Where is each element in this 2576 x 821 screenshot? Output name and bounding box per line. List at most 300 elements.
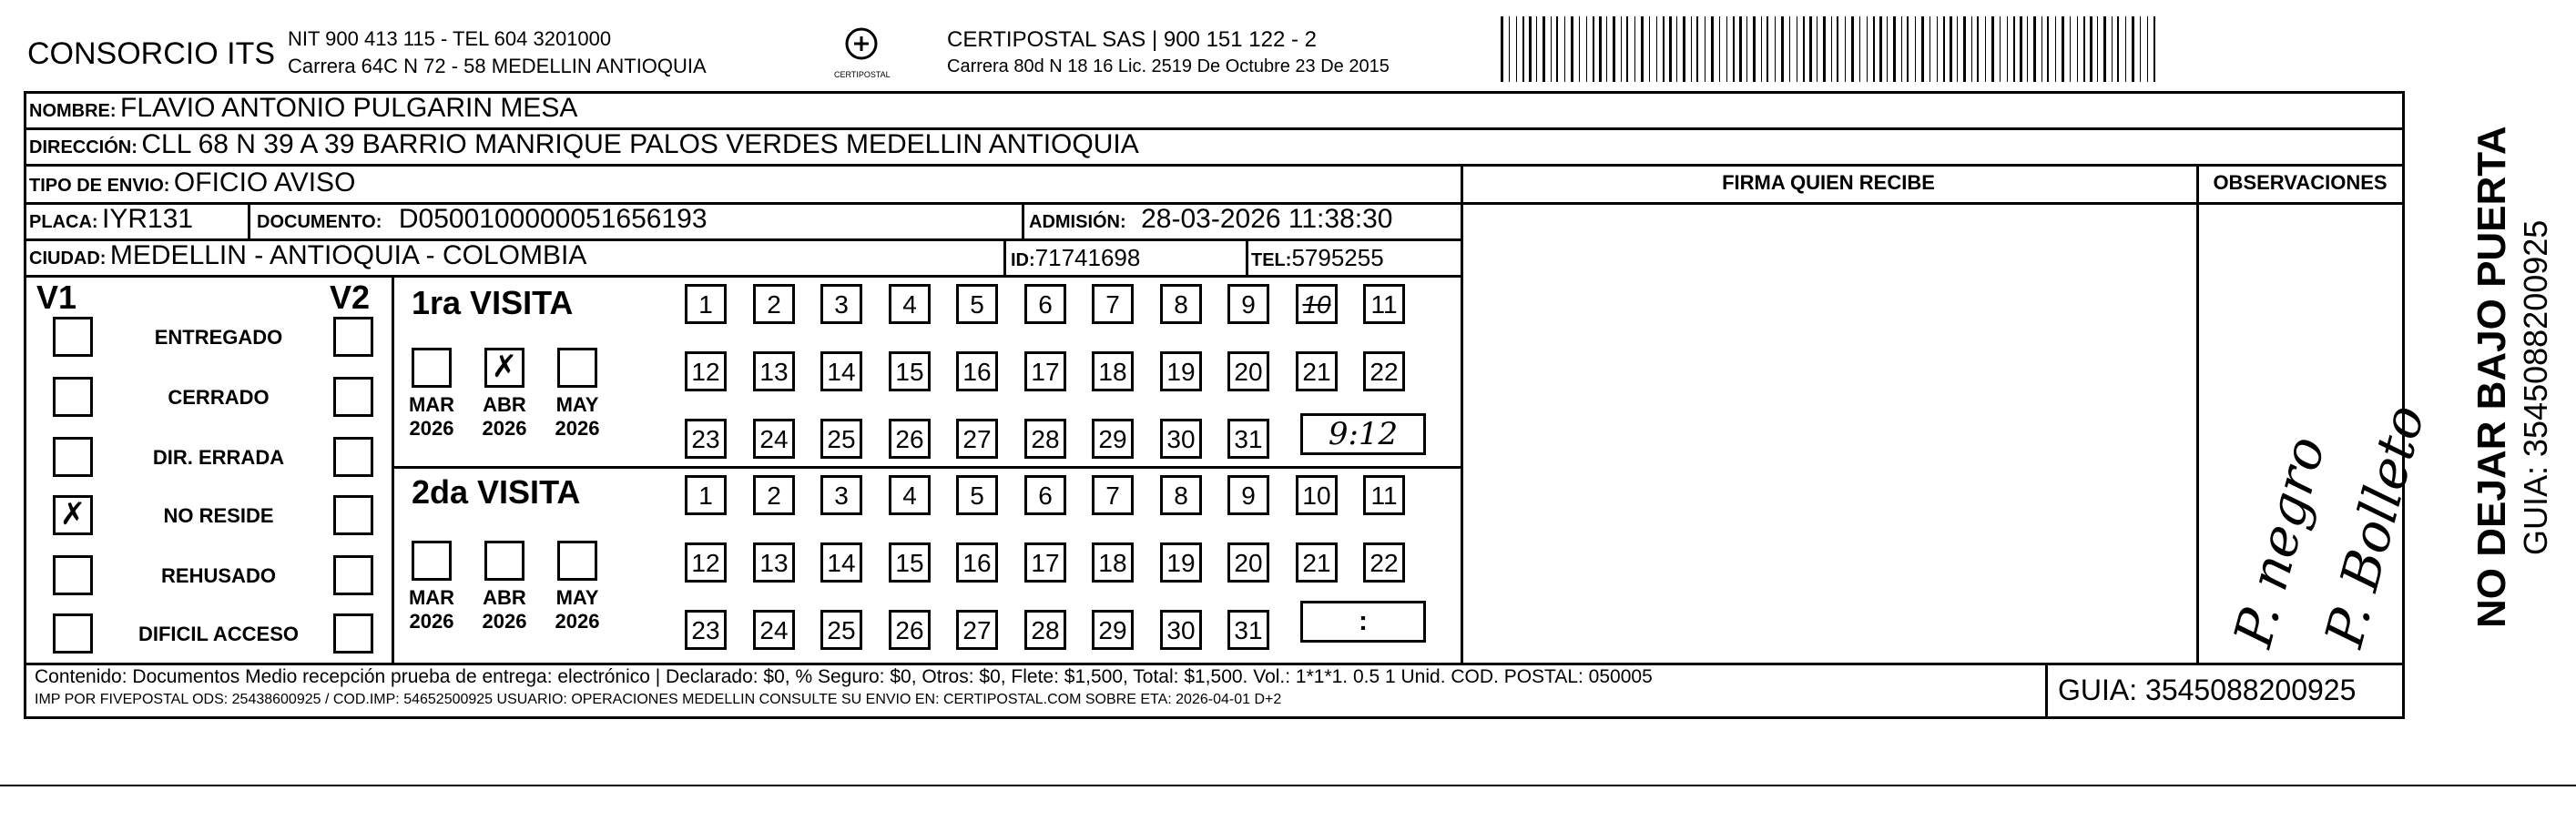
second-visit-day-number: 18 (1098, 549, 1127, 577)
v2-checkbox-cerrado[interactable] (333, 377, 373, 417)
barcode-bar (1656, 16, 1657, 82)
footer-guia: GUIA: 3545088200925 (2058, 674, 2357, 706)
status-label-rehusado: REHUSADO (161, 564, 276, 587)
v2-label: V2 (330, 279, 371, 316)
barcode-bar (1831, 16, 1832, 82)
barcode-bar (1921, 16, 1924, 82)
barcode-bar (1845, 16, 1846, 82)
tipo-envio-row (29, 167, 355, 198)
first-visit-month-checkbox-mar[interactable] (412, 348, 452, 388)
second-visit-day-24[interactable] (753, 610, 795, 650)
nombre-label: NOMBRE: (29, 101, 117, 121)
second-visit-day-number: 13 (759, 549, 789, 577)
second-visit-day-number: 31 (1234, 616, 1263, 644)
second-visit-day-18[interactable] (1092, 542, 1134, 583)
barcode-bar (2007, 16, 2008, 82)
second-visit-month-year: 2026 (409, 610, 454, 633)
first-visit-month-checkbox-may[interactable] (557, 348, 597, 388)
first-visit-month-year: 2026 (555, 417, 600, 440)
first-visit-time: 9:12 (1328, 416, 1399, 452)
second-visit-day-14[interactable] (820, 542, 862, 583)
barcode-bar (1985, 16, 1986, 82)
first-visit-day-15[interactable] (889, 351, 931, 391)
barcode-bar (1957, 16, 1958, 82)
first-visit-day-1[interactable] (685, 284, 727, 324)
first-visit-day-5[interactable] (956, 284, 998, 324)
second-visit-day-number: 10 (1302, 481, 1331, 510)
barcode-bar (1711, 16, 1714, 82)
barcode-bar (1915, 16, 1916, 82)
second-visit-day-number: 9 (1241, 481, 1256, 510)
direccion-label: DIRECCIÓN: (29, 137, 137, 157)
v2-checkbox-dificil-acceso[interactable] (333, 613, 373, 654)
second-visit-month-caption (404, 586, 459, 633)
first-visit-day-number: 12 (691, 358, 720, 386)
barcode-bar (1963, 16, 1966, 82)
second-visit-day-number: 6 (1038, 481, 1053, 510)
id-label: ID: (1011, 250, 1035, 270)
documento-label: DOCUMENTO: (257, 212, 382, 232)
barcode-bar (1649, 16, 1650, 82)
barcode-bar (1586, 16, 1587, 82)
first-visit-day-4[interactable] (889, 284, 931, 324)
first-visit-month-year: 2026 (482, 417, 527, 440)
barcode-bar (1669, 16, 1672, 82)
second-visit-day-number: 22 (1369, 549, 1399, 577)
second-visit-day-6[interactable] (1024, 475, 1066, 515)
v1-label: V1 (36, 279, 77, 316)
first-visit-day-number: 26 (895, 425, 924, 453)
barcode-bar (1516, 16, 1517, 82)
second-visit-day-number: 1 (698, 481, 713, 510)
ciudad-label: CIUDAD: (29, 248, 107, 269)
first-visit-day-17[interactable] (1024, 351, 1066, 391)
barcode-bar (2097, 16, 2098, 82)
direccion-value: CLL 68 N 39 A 39 BARRIO MANRIQUE PALOS VERDES MEDELLIN ANTIOQUIA (141, 129, 1139, 159)
status-label-no-reside: NO RESIDE (163, 504, 274, 527)
second-visit-day-number: 5 (970, 481, 984, 510)
check-mark-icon: ✗ (491, 350, 518, 384)
admision-row (1029, 204, 1392, 235)
barcode-bar (2112, 16, 2113, 82)
second-visit-day-22[interactable] (1363, 542, 1405, 583)
first-visit-day-number: 14 (827, 358, 856, 386)
second-visit-day-29[interactable] (1092, 610, 1134, 650)
v1-checkbox-cerrado[interactable] (53, 377, 93, 417)
firma-header: FIRMA QUIEN RECIBE (1722, 171, 1935, 194)
second-visit-day-number: 11 (1370, 481, 1398, 510)
first-visit-day-9[interactable] (1227, 284, 1269, 324)
barcode-bar (1621, 16, 1622, 82)
first-visit-day-22[interactable] (1363, 351, 1405, 391)
first-visit-day-number: 31 (1234, 425, 1263, 453)
barcode-bar (1606, 16, 1607, 82)
first-visit-day-21[interactable] (1296, 351, 1338, 391)
second-visit-day-number: 28 (1031, 616, 1060, 644)
second-visit-month-label: MAR (408, 586, 455, 609)
certipostal-logo (834, 24, 889, 78)
first-visit-day-10[interactable] (1296, 284, 1338, 324)
second-visit-day-10[interactable] (1296, 475, 1338, 515)
barcode-bar (1522, 16, 1524, 82)
first-visit-day-number: 27 (962, 425, 992, 453)
tipo-label: TIPO DE ENVIO: (29, 176, 170, 196)
second-visit-day-number: 12 (691, 549, 720, 577)
first-visit-day-2[interactable] (753, 284, 795, 324)
v2-checkbox-dir-errada[interactable] (333, 437, 373, 477)
barcode-bar (1543, 16, 1545, 82)
barcode-bar (1867, 16, 1868, 82)
tel-label: TEL: (1251, 250, 1292, 270)
v1-checkbox-dificil-acceso[interactable] (53, 613, 93, 654)
second-visit-day-number: 21 (1302, 549, 1331, 577)
barcode-bar (1753, 16, 1756, 82)
barcode-bar (2147, 16, 2148, 82)
second-visit-month-year: 2026 (482, 610, 527, 633)
first-visit-day-number: 1 (698, 290, 713, 319)
first-visit-day-number: 19 (1166, 358, 1196, 386)
barcode-bar (1991, 16, 1994, 82)
second-visit-month-checkbox-mar[interactable] (412, 541, 452, 581)
second-visit-day-number: 8 (1174, 481, 1188, 510)
second-visit-day-number: 20 (1234, 549, 1263, 577)
first-visit-day-number: 25 (827, 425, 856, 453)
barcode-bar (2000, 16, 2001, 82)
second-visit-month-caption (550, 586, 605, 633)
barcode-bar (2070, 16, 2071, 82)
company-address-line: Carrera 64C N 72 - 58 MEDELLIN ANTIOQUIA (288, 55, 707, 77)
barcode-bar (1663, 16, 1665, 82)
second-visit-day-number: 4 (902, 481, 917, 510)
barcode-bar (1579, 16, 1580, 82)
second-visit-day-25[interactable] (820, 610, 862, 650)
second-visit-time: : (1359, 606, 1368, 636)
barcode-bar (1571, 16, 1573, 82)
barcode-bar (1901, 16, 1902, 82)
barcode-bar (1971, 16, 1972, 82)
barcode-bar (1556, 16, 1558, 82)
v1-checkbox-entregado[interactable] (53, 317, 93, 357)
status-label-dificil-acceso: DIFICIL ACCESO (137, 623, 299, 645)
first-visit-day-number: 21 (1302, 358, 1331, 386)
first-visit-day-number: 24 (759, 425, 789, 453)
second-visit-day-31[interactable] (1227, 610, 1269, 650)
second-visit-day-4[interactable] (889, 475, 931, 515)
barcode-bar (1803, 16, 1805, 82)
first-visit-day-28[interactable] (1024, 419, 1066, 459)
barcode-bar (1977, 16, 1979, 82)
first-visit-day-number: 5 (970, 290, 984, 319)
first-visit-day-number: 7 (1105, 290, 1120, 319)
barcode-bar (2047, 16, 2049, 82)
first-visit-day-3[interactable] (820, 284, 862, 324)
second-visit-month-caption (477, 586, 532, 633)
barcode-bar (2132, 16, 2134, 82)
v2-checkbox-entregado[interactable] (333, 317, 373, 357)
documento-row (257, 204, 708, 235)
barcode-bar (1613, 16, 1615, 82)
tel-row (1251, 244, 1384, 272)
second-visit-month-checkbox-abr[interactable] (484, 541, 524, 581)
barcode-bar (1696, 16, 1698, 82)
barcode-bar (1501, 16, 1503, 82)
first-visit-day-number: 10 (1302, 290, 1331, 319)
first-visit-day-7[interactable] (1092, 284, 1134, 324)
second-visit-day-12[interactable] (685, 542, 727, 583)
second-visit-day-number: 29 (1098, 616, 1127, 644)
carrier-line-2: Carrera 80d N 18 16 Lic. 2519 De Octubre 23 De 2015 (947, 56, 1390, 76)
first-visit-month-label: MAY (555, 393, 599, 416)
second-visit-time-box[interactable] (1300, 601, 1426, 643)
barcode-bar (1626, 16, 1628, 82)
barcode-bar (2055, 16, 2056, 82)
first-visit-month-year: 2026 (409, 417, 454, 440)
first-visit-day-6[interactable] (1024, 284, 1066, 324)
first-visit-day-number: 30 (1166, 425, 1196, 453)
first-visit-month-caption (550, 393, 605, 441)
second-visit-day-20[interactable] (1227, 542, 1269, 583)
footer-content-line: Contenido: Documentos Medio recepción prueba de entrega: electrónico | Declarado: $0, % Seguro: $0, Otros: $0, Flete: $1,500, Total: $1,500. Vol.: 1*1*1. 0.5 1 Unid. COD. POSTAL: 050005 (35, 666, 1653, 687)
barcode-bar (1676, 16, 1677, 82)
first-visit-day-12[interactable] (685, 351, 727, 391)
barcode-bar (1509, 16, 1510, 82)
second-visit-day-7[interactable] (1092, 475, 1134, 515)
second-visit-month-year: 2026 (555, 610, 600, 633)
barcode-bar (1719, 16, 1720, 82)
nombre-row (29, 93, 577, 124)
first-visit-day-number: 22 (1369, 358, 1399, 386)
barcode-bar (1789, 16, 1790, 82)
first-visit-day-8[interactable] (1160, 284, 1202, 324)
first-visit-day-13[interactable] (753, 351, 795, 391)
barcode-bar (1593, 16, 1594, 82)
second-visit-day-number: 25 (827, 616, 856, 644)
barcode-bar (2013, 16, 2015, 82)
barcode-bar (2062, 16, 2064, 82)
second-visit-day-number: 24 (759, 616, 789, 644)
first-visit-day-number: 3 (834, 290, 849, 319)
first-visit-day-number: 8 (1174, 290, 1188, 319)
barcode-bar (2020, 16, 2022, 82)
company-name: CONSORCIO ITS (27, 36, 276, 71)
second-visit-day-27[interactable] (956, 610, 998, 650)
logo-text: CERTIPOSTAL (834, 70, 891, 79)
barcode-bar (1809, 16, 1812, 82)
status-label-dir-errada: DIR. ERRADA (152, 446, 285, 469)
first-visit-day-11[interactable] (1363, 284, 1405, 324)
observation-handwriting-2: P. Bolleto (2313, 398, 2437, 654)
first-visit-day-number: 6 (1038, 290, 1053, 319)
second-visit-day-15[interactable] (889, 542, 931, 583)
second-visit-day-17[interactable] (1024, 542, 1066, 583)
placa-value: IYR131 (102, 204, 194, 234)
first-visit-day-24[interactable] (753, 419, 795, 459)
placa-row (29, 204, 193, 235)
second-visit-month-label: MAY (555, 586, 599, 609)
first-visit-day-30[interactable] (1160, 419, 1202, 459)
second-visit-month-label: ABR (483, 586, 526, 609)
second-visit-month-checkbox-may[interactable] (557, 541, 597, 581)
second-visit-day-number: 19 (1166, 549, 1196, 577)
second-visit-day-11[interactable] (1363, 475, 1405, 515)
barcode-bar (1781, 16, 1784, 82)
second-visit-day-number: 17 (1031, 549, 1060, 577)
barcode-bar (2027, 16, 2028, 82)
barcode-bar (1950, 16, 1952, 82)
first-visit-day-23[interactable] (685, 419, 727, 459)
second-visit-day-26[interactable] (889, 610, 931, 650)
barcode-bar (1767, 16, 1768, 82)
ciudad-row (29, 240, 586, 271)
second-visit-day-number: 2 (767, 481, 781, 510)
barcode-bar (1893, 16, 1896, 82)
barcode (1501, 16, 2158, 82)
barcode-bar (1775, 16, 1776, 82)
placa-label: PLACA: (29, 212, 98, 232)
barcode-bar (1873, 16, 1875, 82)
first-visit-day-number: 20 (1234, 358, 1263, 386)
tipo-value: OFICIO AVISO (173, 167, 356, 198)
barcode-bar (1536, 16, 1537, 82)
barcode-bar (1599, 16, 1602, 82)
barcode-bar (2041, 16, 2042, 82)
barcode-bar (1634, 16, 1635, 82)
barcode-bar (1943, 16, 1945, 82)
barcode-bar (1739, 16, 1742, 82)
second-visit-day-1[interactable] (685, 475, 727, 515)
first-visit-day-29[interactable] (1092, 419, 1134, 459)
second-visit-day-number: 3 (834, 481, 849, 510)
first-visit-time-box[interactable] (1300, 413, 1426, 455)
id-value: 71741698 (1034, 244, 1141, 271)
first-visit-day-number: 16 (962, 358, 992, 386)
second-visit-title: 2da VISITA (412, 473, 581, 511)
barcode-bar (2140, 16, 2141, 82)
barcode-bar (1529, 16, 1532, 82)
second-visit-day-21[interactable] (1296, 542, 1338, 583)
first-visit-month-label: MAR (408, 393, 455, 416)
barcode-bar (1551, 16, 1552, 82)
second-visit-day-2[interactable] (753, 475, 795, 515)
nombre-value: FLAVIO ANTONIO PULGARIN MESA (120, 93, 578, 123)
second-visit-day-19[interactable] (1160, 542, 1202, 583)
second-visit-day-5[interactable] (956, 475, 998, 515)
status-label-cerrado: CERRADO (168, 386, 270, 409)
second-visit-day-number: 27 (962, 616, 992, 644)
first-visit-month-checkbox-abr[interactable] (484, 348, 524, 388)
barcode-bar (2033, 16, 2036, 82)
barcode-bar (2090, 16, 2092, 82)
first-visit-day-number: 2 (767, 290, 781, 319)
first-visit-day-26[interactable] (889, 419, 931, 459)
second-visit-day-9[interactable] (1227, 475, 1269, 515)
second-visit-day-13[interactable] (753, 542, 795, 583)
v2-checkbox-no-reside[interactable] (333, 495, 373, 535)
second-visit-day-number: 26 (895, 616, 924, 644)
barcode-bar (2103, 16, 2106, 82)
barcode-bar (1564, 16, 1565, 82)
first-visit-day-31[interactable] (1227, 419, 1269, 459)
first-visit-day-number: 17 (1031, 358, 1060, 386)
barcode-bar (1851, 16, 1854, 82)
barcode-bar (1887, 16, 1888, 82)
first-visit-day-25[interactable] (820, 419, 862, 459)
second-visit-day-28[interactable] (1024, 610, 1066, 650)
first-visit-day-number: 15 (895, 358, 924, 386)
first-visit-month-caption (477, 393, 532, 441)
first-visit-day-14[interactable] (820, 351, 862, 391)
tel-value: 5795255 (1291, 244, 1384, 271)
carrier-line-1: CERTIPOSTAL SAS | 900 151 122 - 2 (947, 27, 1317, 52)
v2-checkbox-rehusado[interactable] (333, 555, 373, 595)
id-row (1011, 244, 1140, 272)
second-visit-day-number: 30 (1166, 616, 1196, 644)
second-visit-day-23[interactable] (685, 610, 727, 650)
barcode-bar (1907, 16, 1909, 82)
side-guia: GUIA: 3545088200925 (2517, 219, 2554, 555)
v1-checkbox-no-reside[interactable] (53, 495, 93, 535)
barcode-bar (2117, 16, 2119, 82)
first-visit-day-20[interactable] (1227, 351, 1269, 391)
first-visit-day-number: 29 (1098, 425, 1127, 453)
first-visit-title: 1ra VISITA (412, 284, 574, 321)
first-visit-day-number: 4 (902, 290, 917, 319)
barcode-bar (1641, 16, 1644, 82)
barcode-bar (2083, 16, 2085, 82)
barcode-bar (1929, 16, 1930, 82)
first-visit-day-number: 18 (1098, 358, 1127, 386)
first-visit-month-label: ABR (483, 393, 526, 416)
first-visit-day-number: 11 (1370, 290, 1398, 319)
barcode-bar (1859, 16, 1860, 82)
barcode-bar (1691, 16, 1692, 82)
second-visit-day-30[interactable] (1160, 610, 1202, 650)
documento-value: D0500100000051656193 (398, 204, 708, 234)
second-visit-day-3[interactable] (820, 475, 862, 515)
barcode-bar (1879, 16, 1882, 82)
barcode-bar (1937, 16, 1938, 82)
barcode-bar (2125, 16, 2126, 82)
barcode-bar (2077, 16, 2078, 82)
first-visit-day-number: 13 (759, 358, 789, 386)
barcode-bar (1837, 16, 1838, 82)
second-visit-day-16[interactable] (956, 542, 998, 583)
barcode-bar (1761, 16, 1762, 82)
second-visit-day-number: 15 (895, 549, 924, 577)
first-visit-day-number: 28 (1031, 425, 1060, 453)
company-nit-line: NIT 900 413 115 - TEL 604 3201000 (288, 27, 612, 50)
admision-value: 28-03-2026 11:38:30 (1141, 204, 1393, 234)
v1-checkbox-dir-errada[interactable] (53, 437, 93, 477)
check-mark-icon: ✗ (59, 497, 87, 532)
barcode-bar (1733, 16, 1735, 82)
second-visit-day-number: 16 (962, 549, 992, 577)
barcode-bar (1746, 16, 1747, 82)
first-visit-day-18[interactable] (1092, 351, 1134, 391)
observaciones-header: OBSERVACIONES (2213, 171, 2388, 194)
v1-checkbox-rehusado[interactable] (53, 555, 93, 595)
status-label-entregado: ENTREGADO (154, 326, 283, 349)
barcode-bar (1726, 16, 1727, 82)
first-visit-day-19[interactable] (1160, 351, 1202, 391)
side-warning: NO DEJAR BAJO PUERTA (2469, 126, 2514, 628)
second-visit-day-number: 23 (691, 616, 720, 644)
second-visit-day-8[interactable] (1160, 475, 1202, 515)
ciudad-value: MEDELLIN - ANTIOQUIA - COLOMBIA (109, 240, 587, 270)
first-visit-day-16[interactable] (956, 351, 998, 391)
first-visit-day-27[interactable] (956, 419, 998, 459)
barcode-bar (2153, 16, 2155, 82)
